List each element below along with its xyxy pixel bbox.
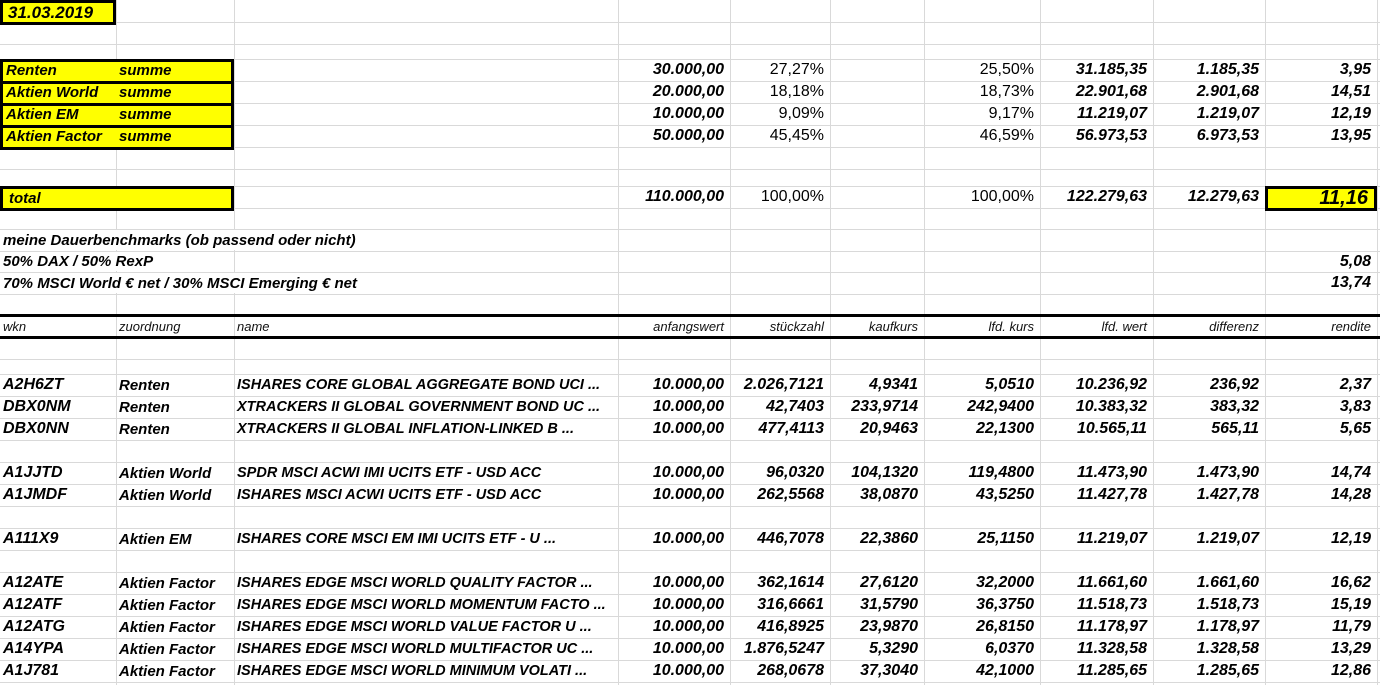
etf-zuordnung[interactable]: Aktien Factor xyxy=(119,596,215,614)
summary-category[interactable]: Aktien Factor xyxy=(6,127,102,145)
summary-category[interactable]: Renten xyxy=(6,61,57,79)
benchmarks-title: meine Dauerbenchmarks (ob passend oder nicht) xyxy=(0,230,616,250)
etf-stueckzahl[interactable]: 446,7078 xyxy=(757,530,824,547)
etf-kaufkurs[interactable]: 27,6120 xyxy=(860,574,918,591)
etf-lfd-wert[interactable]: 11.473,90 xyxy=(1077,464,1147,481)
gridline xyxy=(0,22,1380,23)
etf-anfangswert[interactable]: 10.000,00 xyxy=(652,662,724,679)
etf-zuordnung[interactable]: Renten xyxy=(119,420,170,438)
etf-wkn[interactable]: A12ATF xyxy=(3,596,63,613)
etf-lfd-kurs[interactable]: 36,3750 xyxy=(976,596,1034,613)
etf-rendite[interactable]: 12,86 xyxy=(1330,662,1371,679)
etf-name[interactable]: ISHARES CORE MSCI EM IMI UCITS ETF - U ... xyxy=(237,531,557,547)
summary-category[interactable]: Aktien EM xyxy=(6,105,79,123)
gridline xyxy=(0,294,1380,295)
etf-name[interactable]: ISHARES EDGE MSCI WORLD MOMENTUM FACTO ... xyxy=(237,597,606,613)
etf-wkn[interactable]: A12ATE xyxy=(3,574,64,591)
etf-rendite[interactable]: 13,29 xyxy=(1330,640,1371,657)
etf-rendite[interactable]: 11,79 xyxy=(1332,618,1371,635)
benchmark-rendite[interactable]: 13,74 xyxy=(1330,274,1371,291)
etf-name[interactable]: ISHARES EDGE MSCI WORLD VALUE FACTOR U ... xyxy=(237,619,592,635)
etf-differenz[interactable]: 1.473,90 xyxy=(1196,464,1259,481)
summary-summe-tag[interactable]: summe xyxy=(119,105,172,123)
etf-rendite[interactable]: 14,74 xyxy=(1330,464,1371,481)
etf-anfangswert[interactable]: 10.000,00 xyxy=(652,398,724,415)
etf-wkn[interactable]: A1JMDF xyxy=(3,486,68,503)
etf-anfangswert[interactable]: 10.000,00 xyxy=(652,464,724,481)
summary-category[interactable]: Aktien World xyxy=(6,83,99,101)
total-anteil-aktuell[interactable]: 100,00% xyxy=(970,188,1034,205)
etf-kaufkurs[interactable]: 104,1320 xyxy=(851,464,918,481)
etf-lfd-wert[interactable]: 11.219,07 xyxy=(1077,530,1147,547)
etf-kaufkurs[interactable]: 5,3290 xyxy=(869,640,918,657)
etf-kaufkurs[interactable]: 38,0870 xyxy=(860,486,918,503)
etf-zuordnung[interactable]: Aktien Factor xyxy=(119,618,215,636)
etf-differenz[interactable]: 1.518,73 xyxy=(1196,596,1259,613)
benchmark-label: 70% MSCI World € net / 30% MSCI Emerging € net xyxy=(0,273,400,293)
etf-lfd-wert[interactable]: 10.236,92 xyxy=(1075,376,1147,393)
etf-lfd-wert[interactable]: 11.518,73 xyxy=(1077,596,1147,613)
etf-kaufkurs[interactable]: 20,9463 xyxy=(860,420,918,437)
etf-lfd-kurs[interactable]: 42,1000 xyxy=(976,662,1034,679)
etf-differenz[interactable]: 1.328,58 xyxy=(1196,640,1259,657)
summary-rendite[interactable]: 3,95 xyxy=(1339,61,1371,78)
etf-lfd-wert[interactable]: 11.178,97 xyxy=(1077,618,1147,635)
etf-name[interactable]: XTRACKERS II GLOBAL GOVERNMENT BOND UC ... xyxy=(237,399,601,415)
etf-name[interactable]: ISHARES CORE GLOBAL AGGREGATE BOND UCI ... xyxy=(237,377,601,393)
etf-rendite[interactable]: 5,65 xyxy=(1339,420,1371,437)
etf-rendite[interactable]: 14,28 xyxy=(1330,486,1371,503)
etf-anfangswert[interactable]: 10.000,00 xyxy=(652,618,724,635)
summary-summe-tag[interactable]: summe xyxy=(119,127,172,145)
etf-lfd-wert[interactable]: 10.565,11 xyxy=(1077,420,1147,437)
total-rendite-cell[interactable]: 11,16 xyxy=(1265,186,1377,211)
summary-differenz[interactable]: 1.185,35 xyxy=(1196,61,1259,78)
summary-differenz[interactable]: 1.219,07 xyxy=(1196,105,1259,122)
etf-stueckzahl[interactable]: 1.876,5247 xyxy=(743,640,824,657)
header-anfangswert[interactable]: anfangswert xyxy=(653,318,724,334)
etf-lfd-kurs[interactable]: 32,2000 xyxy=(976,574,1034,591)
summary-anteil-aktuell[interactable]: 18,73% xyxy=(979,83,1034,100)
etf-differenz[interactable]: 1.219,07 xyxy=(1196,530,1259,547)
etf-differenz[interactable]: 236,92 xyxy=(1210,376,1259,393)
total-lfd-wert[interactable]: 122.279,63 xyxy=(1066,188,1147,205)
header-zuordnung[interactable]: zuordnung xyxy=(119,318,181,334)
etf-kaufkurs[interactable]: 22,3860 xyxy=(860,530,918,547)
etf-anfangswert[interactable]: 10.000,00 xyxy=(652,486,724,503)
etf-lfd-wert[interactable]: 11.661,60 xyxy=(1077,574,1147,591)
summary-differenz[interactable]: 6.973,53 xyxy=(1196,127,1259,144)
summary-anteil-anfang[interactable]: 27,27% xyxy=(769,61,824,78)
summary-anfangswert[interactable]: 30.000,00 xyxy=(652,61,724,78)
etf-zuordnung[interactable]: Renten xyxy=(119,376,170,394)
etf-differenz[interactable]: 1.427,78 xyxy=(1196,486,1259,503)
summary-anteil-anfang[interactable]: 45,45% xyxy=(769,127,824,144)
etf-name[interactable]: ISHARES EDGE MSCI WORLD QUALITY FACTOR ... xyxy=(237,575,593,591)
summary-summe-tag[interactable]: summe xyxy=(119,83,172,101)
etf-stueckzahl[interactable]: 96,0320 xyxy=(766,464,824,481)
etf-stueckzahl[interactable]: 262,5568 xyxy=(757,486,824,503)
etf-rendite[interactable]: 16,62 xyxy=(1330,574,1371,591)
etf-stueckzahl[interactable]: 2.026,7121 xyxy=(743,376,824,393)
etf-anfangswert[interactable]: 10.000,00 xyxy=(652,596,724,613)
summary-anteil-aktuell[interactable]: 25,50% xyxy=(979,61,1034,78)
etf-rendite[interactable]: 2,37 xyxy=(1339,376,1371,393)
summary-summe-tag[interactable]: summe xyxy=(119,61,172,79)
etf-kaufkurs[interactable]: 31,5790 xyxy=(860,596,918,613)
summary-anteil-aktuell[interactable]: 9,17% xyxy=(988,105,1034,122)
etf-wkn[interactable]: A12ATG xyxy=(3,618,65,635)
etf-kaufkurs[interactable]: 37,3040 xyxy=(860,662,918,679)
etf-name[interactable]: XTRACKERS II GLOBAL INFLATION-LINKED B ... xyxy=(237,421,574,437)
header-kaufkurs[interactable]: kaufkurs xyxy=(868,318,918,334)
etf-wkn[interactable]: A111X9 xyxy=(3,530,59,547)
etf-anfangswert[interactable]: 10.000,00 xyxy=(652,376,724,393)
etf-wkn[interactable]: DBX0NN xyxy=(3,420,69,437)
summary-lfd-wert[interactable]: 56.973,53 xyxy=(1075,127,1147,144)
etf-zuordnung[interactable]: Aktien World xyxy=(119,464,212,482)
etf-wkn[interactable]: A1JJTD xyxy=(3,464,63,481)
etf-wkn[interactable]: A2H6ZT xyxy=(3,376,64,393)
benchmark-label: 50% DAX / 50% RexP xyxy=(0,252,230,271)
etf-anfangswert[interactable]: 10.000,00 xyxy=(652,640,724,657)
summary-rendite[interactable]: 12,19 xyxy=(1330,105,1371,122)
summary-lfd-wert[interactable]: 22.901,68 xyxy=(1075,83,1147,100)
etf-kaufkurs[interactable]: 4,9341 xyxy=(869,376,918,393)
total-label-cell[interactable]: total xyxy=(0,186,234,211)
etf-anfangswert[interactable]: 10.000,00 xyxy=(652,420,724,437)
etf-name[interactable]: SPDR MSCI ACWI IMI UCITS ETF - USD ACC xyxy=(237,465,542,481)
header-differenz[interactable]: differenz xyxy=(1209,318,1259,334)
summary-anfangswert[interactable]: 20.000,00 xyxy=(652,83,724,100)
etf-zuordnung[interactable]: Renten xyxy=(119,398,170,416)
gridline xyxy=(0,440,1380,441)
gridline xyxy=(0,550,1380,551)
gridline xyxy=(0,506,1380,507)
etf-name[interactable]: ISHARES EDGE MSCI WORLD MINIMUM VOLATI ... xyxy=(237,663,588,679)
etf-stueckzahl[interactable]: 268,0678 xyxy=(757,662,824,679)
etf-stueckzahl[interactable]: 42,7403 xyxy=(766,398,824,415)
etf-zuordnung[interactable]: Aktien Factor xyxy=(119,662,215,680)
etf-differenz[interactable]: 1.178,97 xyxy=(1196,618,1259,635)
etf-wkn[interactable]: DBX0NM xyxy=(3,398,71,415)
etf-wkn[interactable]: A1J781 xyxy=(3,662,60,679)
summary-lfd-wert[interactable]: 31.185,35 xyxy=(1075,61,1147,78)
etf-stueckzahl[interactable]: 362,1614 xyxy=(757,574,824,591)
etf-kaufkurs[interactable]: 23,9870 xyxy=(860,618,918,635)
gridline xyxy=(0,359,1380,360)
etf-zuordnung[interactable]: Aktien World xyxy=(119,486,212,504)
header-rendite[interactable]: rendite xyxy=(1331,318,1371,334)
etf-lfd-kurs[interactable]: 5,0510 xyxy=(985,376,1034,393)
date-cell[interactable]: 31.03.2019 xyxy=(0,0,116,25)
etf-stueckzahl[interactable]: 416,8925 xyxy=(757,618,824,635)
etf-differenz[interactable]: 1.285,65 xyxy=(1196,662,1259,679)
etf-stueckzahl[interactable]: 477,4113 xyxy=(758,420,824,437)
gridline xyxy=(0,169,1380,170)
etf-lfd-kurs[interactable]: 242,9400 xyxy=(967,398,1034,415)
header-name[interactable]: name xyxy=(237,318,270,334)
header-wkn[interactable]: wkn xyxy=(3,318,27,334)
header-lfd-kurs[interactable]: lfd. kurs xyxy=(988,318,1034,334)
summary-anfangswert[interactable]: 10.000,00 xyxy=(652,105,724,122)
etf-lfd-wert[interactable]: 11.285,65 xyxy=(1077,662,1147,679)
summary-rendite[interactable]: 14,51 xyxy=(1330,83,1371,100)
etf-anfangswert[interactable]: 10.000,00 xyxy=(652,574,724,591)
gridline xyxy=(0,682,1380,683)
etf-lfd-kurs[interactable]: 43,5250 xyxy=(976,486,1034,503)
etf-name[interactable]: ISHARES EDGE MSCI WORLD MULTIFACTOR UC ... xyxy=(237,641,594,657)
etf-differenz[interactable]: 383,32 xyxy=(1210,398,1259,415)
etf-stueckzahl[interactable]: 316,6661 xyxy=(757,596,824,613)
summary-anfangswert[interactable]: 50.000,00 xyxy=(652,127,724,144)
header-lfd-wert[interactable]: lfd. wert xyxy=(1101,318,1147,334)
etf-zuordnung[interactable]: Aktien Factor xyxy=(119,574,215,592)
total-anfangswert[interactable]: 110.000,00 xyxy=(645,188,724,205)
etf-lfd-kurs[interactable]: 26,8150 xyxy=(976,618,1034,635)
etf-kaufkurs[interactable]: 233,9714 xyxy=(851,398,918,415)
summary-lfd-wert[interactable]: 11.219,07 xyxy=(1077,105,1147,122)
etf-lfd-wert[interactable]: 11.427,78 xyxy=(1077,486,1147,503)
etf-differenz[interactable]: 565,11 xyxy=(1211,420,1259,437)
etf-lfd-kurs[interactable]: 25,1150 xyxy=(977,530,1034,547)
summary-differenz[interactable]: 2.901,68 xyxy=(1196,83,1259,100)
etf-lfd-wert[interactable]: 10.383,32 xyxy=(1075,398,1147,415)
etf-name[interactable]: ISHARES MSCI ACWI UCITS ETF - USD ACC xyxy=(237,487,542,503)
etf-anfangswert[interactable]: 10.000,00 xyxy=(652,530,724,547)
etf-lfd-kurs[interactable]: 6,0370 xyxy=(985,640,1034,657)
etf-rendite[interactable]: 3,83 xyxy=(1339,398,1371,415)
benchmark-rendite[interactable]: 5,08 xyxy=(1339,252,1371,270)
etf-differenz[interactable]: 1.661,60 xyxy=(1196,574,1259,591)
summary-anteil-anfang[interactable]: 9,09% xyxy=(778,105,824,122)
etf-lfd-kurs[interactable]: 119,4800 xyxy=(968,464,1034,481)
summary-anteil-aktuell[interactable]: 46,59% xyxy=(979,127,1034,144)
etf-wkn[interactable]: A14YPA xyxy=(3,640,65,657)
etf-lfd-kurs[interactable]: 22,1300 xyxy=(976,420,1034,437)
summary-anteil-anfang[interactable]: 18,18% xyxy=(769,83,824,100)
gridline xyxy=(0,44,1380,45)
summary-rendite[interactable]: 13,95 xyxy=(1330,127,1371,144)
total-anteil-anfang[interactable]: 100,00% xyxy=(760,188,824,205)
total-differenz[interactable]: 12.279,63 xyxy=(1187,188,1259,205)
etf-lfd-wert[interactable]: 11.328,58 xyxy=(1077,640,1147,657)
etf-rendite[interactable]: 12,19 xyxy=(1330,530,1371,547)
etf-zuordnung[interactable]: Aktien EM xyxy=(119,530,192,548)
header-stueckzahl[interactable]: stückzahl xyxy=(769,318,824,334)
etf-zuordnung[interactable]: Aktien Factor xyxy=(119,640,215,658)
etf-rendite[interactable]: 15,19 xyxy=(1330,596,1371,613)
